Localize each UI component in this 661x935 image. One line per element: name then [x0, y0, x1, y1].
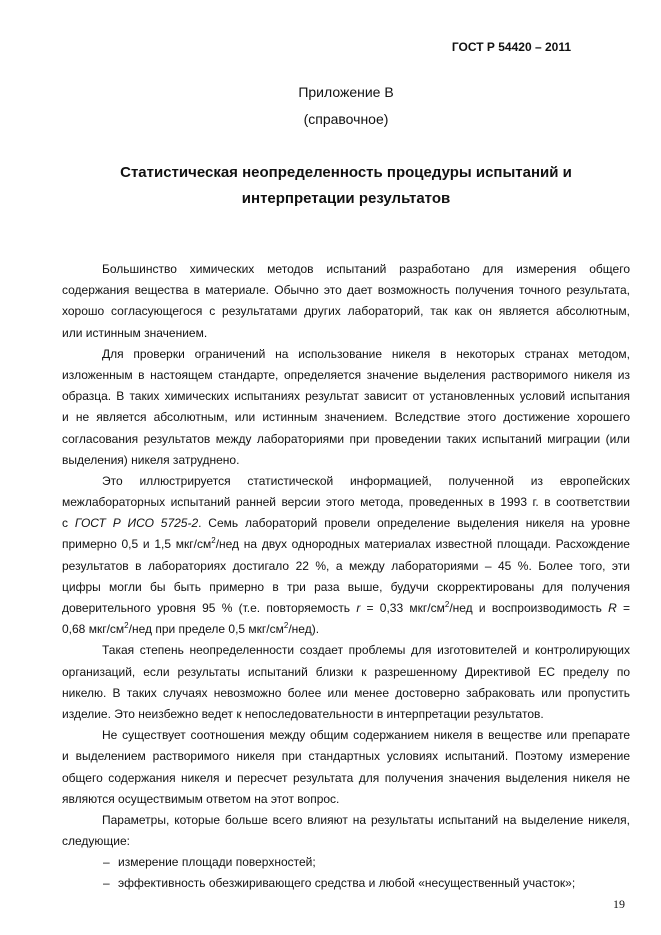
text-segment: межлабораторных испытаний ранней версии этого метода, проведенных в 1993 г. в соответствии — [62, 495, 630, 510]
text-line: согласования результатов между лабораториями при проведении таких испытаний миграции (или — [62, 431, 630, 446]
section-title-line: Статистическая неопределенность процедуры испытаний и — [120, 164, 572, 181]
text-line: и не является абсолютным, или истинным значением. Вследствие этого достижение хорошего — [62, 410, 630, 425]
text-segment: доверительного уровня 95 % (т.е. повторяемость — [62, 601, 357, 615]
list-bullet: – — [103, 855, 110, 870]
paragraph — [62, 259, 630, 344]
superscript: 2 — [283, 621, 289, 631]
list-item — [62, 852, 630, 873]
section-title — [0, 160, 661, 212]
text-line: являются осуществимым ответом на этот вопрос. — [62, 791, 340, 806]
text-line: содержания вещества в материале. Обычно это дает возможность получения точного результата, — [62, 283, 630, 298]
paragraph — [62, 810, 630, 852]
text-line: Параметры, которые больше всего влияют на результаты испытаний на выделение никеля, — [102, 812, 630, 827]
text-line: организаций, если результаты испытаний близки к разрешенному Директивой ЕС пределу по — [62, 664, 630, 679]
text-line: изделие. Это неизбежно ведет к непоследовательности в интерпретации результатов. — [62, 706, 544, 721]
text-segment: . Семь лабораторий провели определение выделения никеля на уровне — [198, 516, 630, 531]
text-line: или истинным значением. — [62, 325, 208, 340]
paragraph — [62, 471, 630, 641]
superscript: 2 — [211, 536, 216, 546]
text-line: общего содержания никеля и пересчет результата для получения значения выделения никеля не — [62, 770, 630, 785]
text-line: Не существует соотношения между общим содержанием никеля в веществе или препарате — [102, 728, 630, 743]
text-line — [62, 556, 630, 577]
text-line: Для проверки ограничений на использование никеля в некоторых странах методом, — [102, 346, 630, 361]
text-segment: = 0,33 мкг/см — [360, 601, 445, 615]
text-segment: /нед). — [288, 622, 320, 637]
superscript: 2 — [444, 600, 450, 609]
text-segment: Это иллюстрируется статистической информацией, полученной из европейских — [102, 473, 630, 488]
text-line: образца. В таких химических испытаниях результат зависит от установленных условий испытания — [62, 389, 630, 404]
paragraph — [62, 640, 630, 725]
section-title-line: интерпретации результатов — [241, 190, 451, 207]
text-line: выделения) никеля затруднено. — [62, 452, 240, 467]
text-line — [62, 513, 630, 534]
page-number: 19 — [613, 897, 625, 911]
document-body — [62, 259, 630, 895]
text-segment: с — [62, 516, 75, 531]
text-segment: цифры могли бы быть примерно в три раза выше, будучи скорректированы для получения — [62, 579, 630, 594]
text-line — [62, 619, 630, 640]
text-line: и выделением растворимого никеля при стандартных условиях испытаний. Поэтому измерение — [62, 749, 630, 764]
list-bullet: – — [103, 876, 110, 891]
italic-text: r — [356, 601, 361, 615]
appendix-subtitle: (справочное) — [303, 111, 389, 127]
list-item-text: эффективность обезжиривающего средства и любой «несущественный участок»; — [118, 876, 576, 891]
text-line — [62, 577, 630, 598]
text-line — [62, 471, 630, 492]
text-line: Такая степень неопределенности создает проблемы для изготовителей и контролирующих — [102, 643, 630, 658]
text-line — [62, 598, 630, 619]
text-line: Большинство химических методов испытаний разработано для измерения общего — [102, 262, 630, 276]
text-segment: примерно 0,5 и 1,5 мкг/см — [62, 537, 212, 552]
appendix-title: Приложение В — [298, 84, 394, 100]
text-segment: 0,68 мкг/см — [62, 622, 125, 637]
document-code: ГОСТ Р 54420 – 2011 — [451, 40, 571, 54]
text-segment: результатов в лабораториях достигало 22 %, а между лабораториями – 45 %. Более того, эти — [62, 558, 630, 573]
list-item — [62, 873, 630, 894]
text-segment: = — [616, 601, 631, 615]
text-line: хорошо согласующегося с результатами других лабораторий, так как он является абсолютным, — [62, 304, 630, 319]
paragraph — [62, 344, 630, 471]
list-item-text: измерение площади поверхностей; — [118, 855, 316, 870]
text-segment: /нед и воспроизводимость — [449, 601, 609, 615]
text-line: никелю. В таких случаях невозможно более или менее достоверно забраковать или пропустить — [62, 685, 630, 700]
text-segment: /нед при пределе 0,5 мкг/см — [128, 622, 284, 637]
text-line: изложенным в настоящем стандарте, определяется значение выделения растворимого никеля из — [62, 367, 630, 382]
italic-text: ГОСТ Р ИСО 5725-2 — [74, 516, 199, 531]
text-line: следующие: — [62, 834, 130, 849]
superscript: 2 — [124, 621, 129, 631]
text-line — [62, 534, 630, 555]
text-line — [62, 492, 630, 513]
italic-text: R — [608, 601, 617, 615]
text-segment: /нед на двух однородных материалах известной площади. Расхождение — [215, 537, 630, 552]
paragraph — [62, 725, 630, 810]
